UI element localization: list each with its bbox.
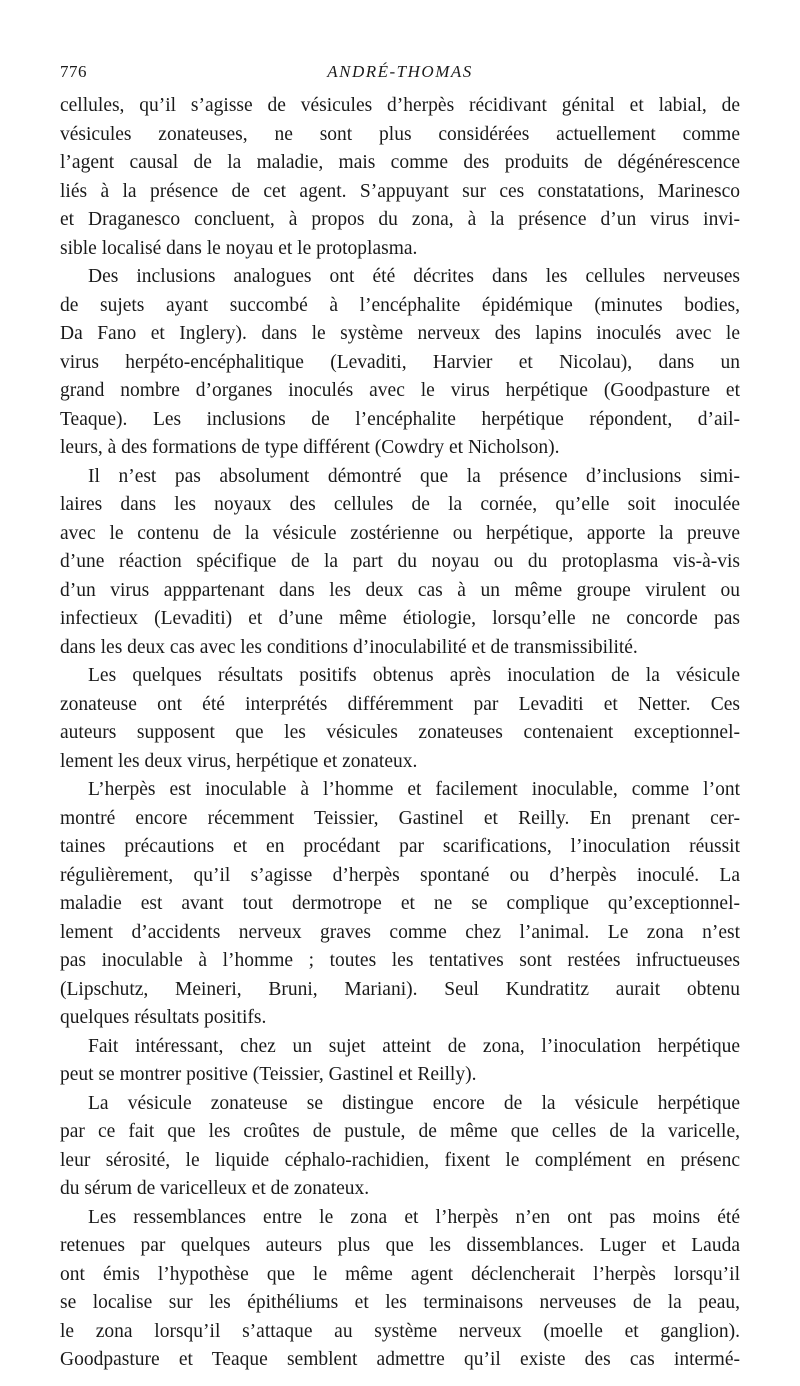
body-text: [60, 92, 740, 1375]
text-line: infectieux (Levaditi) et d’une même étiologie, lorsqu’elle ne concorde pas: [60, 608, 740, 629]
text-line: montré encore récemment Teissier, Gastinel et Reilly. En prenant cer-: [60, 807, 740, 829]
text-line: virus herpéto-encéphalitique (Levaditi, Harvier et Nicolau), dans un: [60, 351, 740, 373]
text-line: auteurs supposent que les vésicules zonateuses contenaient exceptionnel-: [60, 722, 740, 743]
page-number: 776: [60, 62, 87, 81]
text-line: leurs, à des formations de type différent (Cowdry et Nicholson).: [60, 437, 560, 458]
paragraph-first-line: Fait intéressant, chez un sujet atteint de zona, l’inoculation herpétique: [88, 1035, 740, 1057]
text-line: sible localisé dans le noyau et le protoplasma.: [60, 237, 418, 259]
text-line: liés à la présence de cet agent. S’appuyant sur ces constatations, Marinesco: [60, 180, 740, 202]
paragraph-first-line: Il n’est pas absolument démontré que la présence d’inclusions simi-: [88, 465, 740, 487]
paragraph-first-line: La vésicule zonateuse se distingue encore de la vésicule herpétique: [88, 1092, 740, 1114]
text-line: maladie est avant tout dermotrope et ne se complique qu’exceptionnel-: [60, 893, 740, 914]
text-line: dans les deux cas avec les conditions d’inoculabilité et de transmissibilité.: [60, 636, 638, 658]
text-line: Goodpasture et Teaque semblent admettre qu’il existe des cas intermé-: [60, 1349, 740, 1370]
text-line: avec le contenu de la vésicule zostérienne ou herpétique, apporte la preuve: [60, 522, 740, 544]
text-line: ont émis l’hypothèse que le même agent déclencherait l’herpès lorsqu’il: [60, 1263, 740, 1285]
text-line: retenues par quelques auteurs plus que les dissemblances. Luger et Lauda: [60, 1235, 740, 1256]
text-line: se localise sur les épithéliums et les terminaisons nerveuses de la peau,: [60, 1292, 740, 1313]
paragraph-first-line: Les quelques résultats positifs obtenus après inoculation de la vésicule: [88, 665, 740, 686]
text-line: par ce fait que les croûtes de pustule, de même que celles de la varicelle,: [60, 1121, 740, 1142]
text-line: quelques résultats positifs.: [60, 1007, 267, 1028]
text-line: de sujets ayant succombé à l’encéphalite épidémique (minutes bodies,: [60, 294, 740, 316]
text-line: leur sérosité, le liquide céphalo-rachidien, fixent le complément en présenc: [60, 1149, 740, 1171]
text-line: cellules, qu’il s’agisse de vésicules d’herpès récidivant génital et labial, de: [60, 95, 740, 116]
text-line: du sérum de varicelleux et de zonateux.: [60, 1178, 370, 1199]
text-line: et Draganesco concluent, à propos du zona, à la présence d’un virus invi-: [60, 209, 740, 230]
text-line: grand nombre d’organes inoculés avec le virus herpétique (Goodpasture et: [60, 380, 740, 401]
paragraph-first-line: Des inclusions analogues ont été décrites dans les cellules nerveuses: [88, 266, 740, 287]
text-line: d’un virus apppartenant dans les deux cas à un même groupe virulent ou: [60, 579, 740, 601]
text-line: Teaque). Les inclusions de l’encéphalite herpétique répondent, d’ail-: [60, 408, 740, 430]
text-line: zonateuse ont été interprétés différemment par Levaditi et Netter. Ces: [60, 693, 740, 715]
text-line: l’agent causal de la maladie, mais comme des produits de dégénérescence: [60, 152, 740, 173]
text-line: d’une réaction spécifique de la part du noyau ou du protoplasma vis-à-vis: [60, 551, 740, 572]
text-line: taines précautions et en procédant par scarifications, l’inoculation réussit: [60, 836, 740, 857]
paragraph-first-line: Les ressemblances entre le zona et l’herpès n’en ont pas moins été: [88, 1206, 740, 1228]
running-head: [60, 62, 740, 86]
running-title: ANDRÉ-THOMAS: [327, 62, 473, 81]
text-line: laires dans les noyaux des cellules de la cornée, qu’elle soit inoculée: [60, 494, 740, 515]
text-line: lement les deux virus, herpétique et zonateux.: [60, 750, 418, 772]
text-line: pas inoculable à l’homme ; toutes les tentatives sont restées infructueuses: [60, 950, 740, 971]
text-line: lement d’accidents nerveux graves comme chez l’animal. Le zona n’est: [60, 921, 740, 943]
text-line: régulièrement, qu’il s’agisse d’herpès spontané ou d’herpès inoculé. La: [60, 864, 740, 886]
text-line: le zona lorsqu’il s’attaque au système nerveux (moelle et ganglion).: [60, 1320, 740, 1342]
text-line: Da Fano et Inglery). dans le système nerveux des lapins inoculés avec le: [60, 323, 740, 344]
text-line: vésicules zonateuses, ne sont plus considérées actuellement comme: [60, 123, 740, 145]
text-line: (Lipschutz, Meineri, Bruni, Mariani). Seul Kundratitz aurait obtenu: [60, 978, 740, 1000]
text-line: peut se montrer positive (Teissier, Gastinel et Reilly).: [60, 1064, 477, 1085]
paragraph-first-line: L’herpès est inoculable à l’homme et facilement inoculable, comme l’ont: [88, 779, 740, 800]
